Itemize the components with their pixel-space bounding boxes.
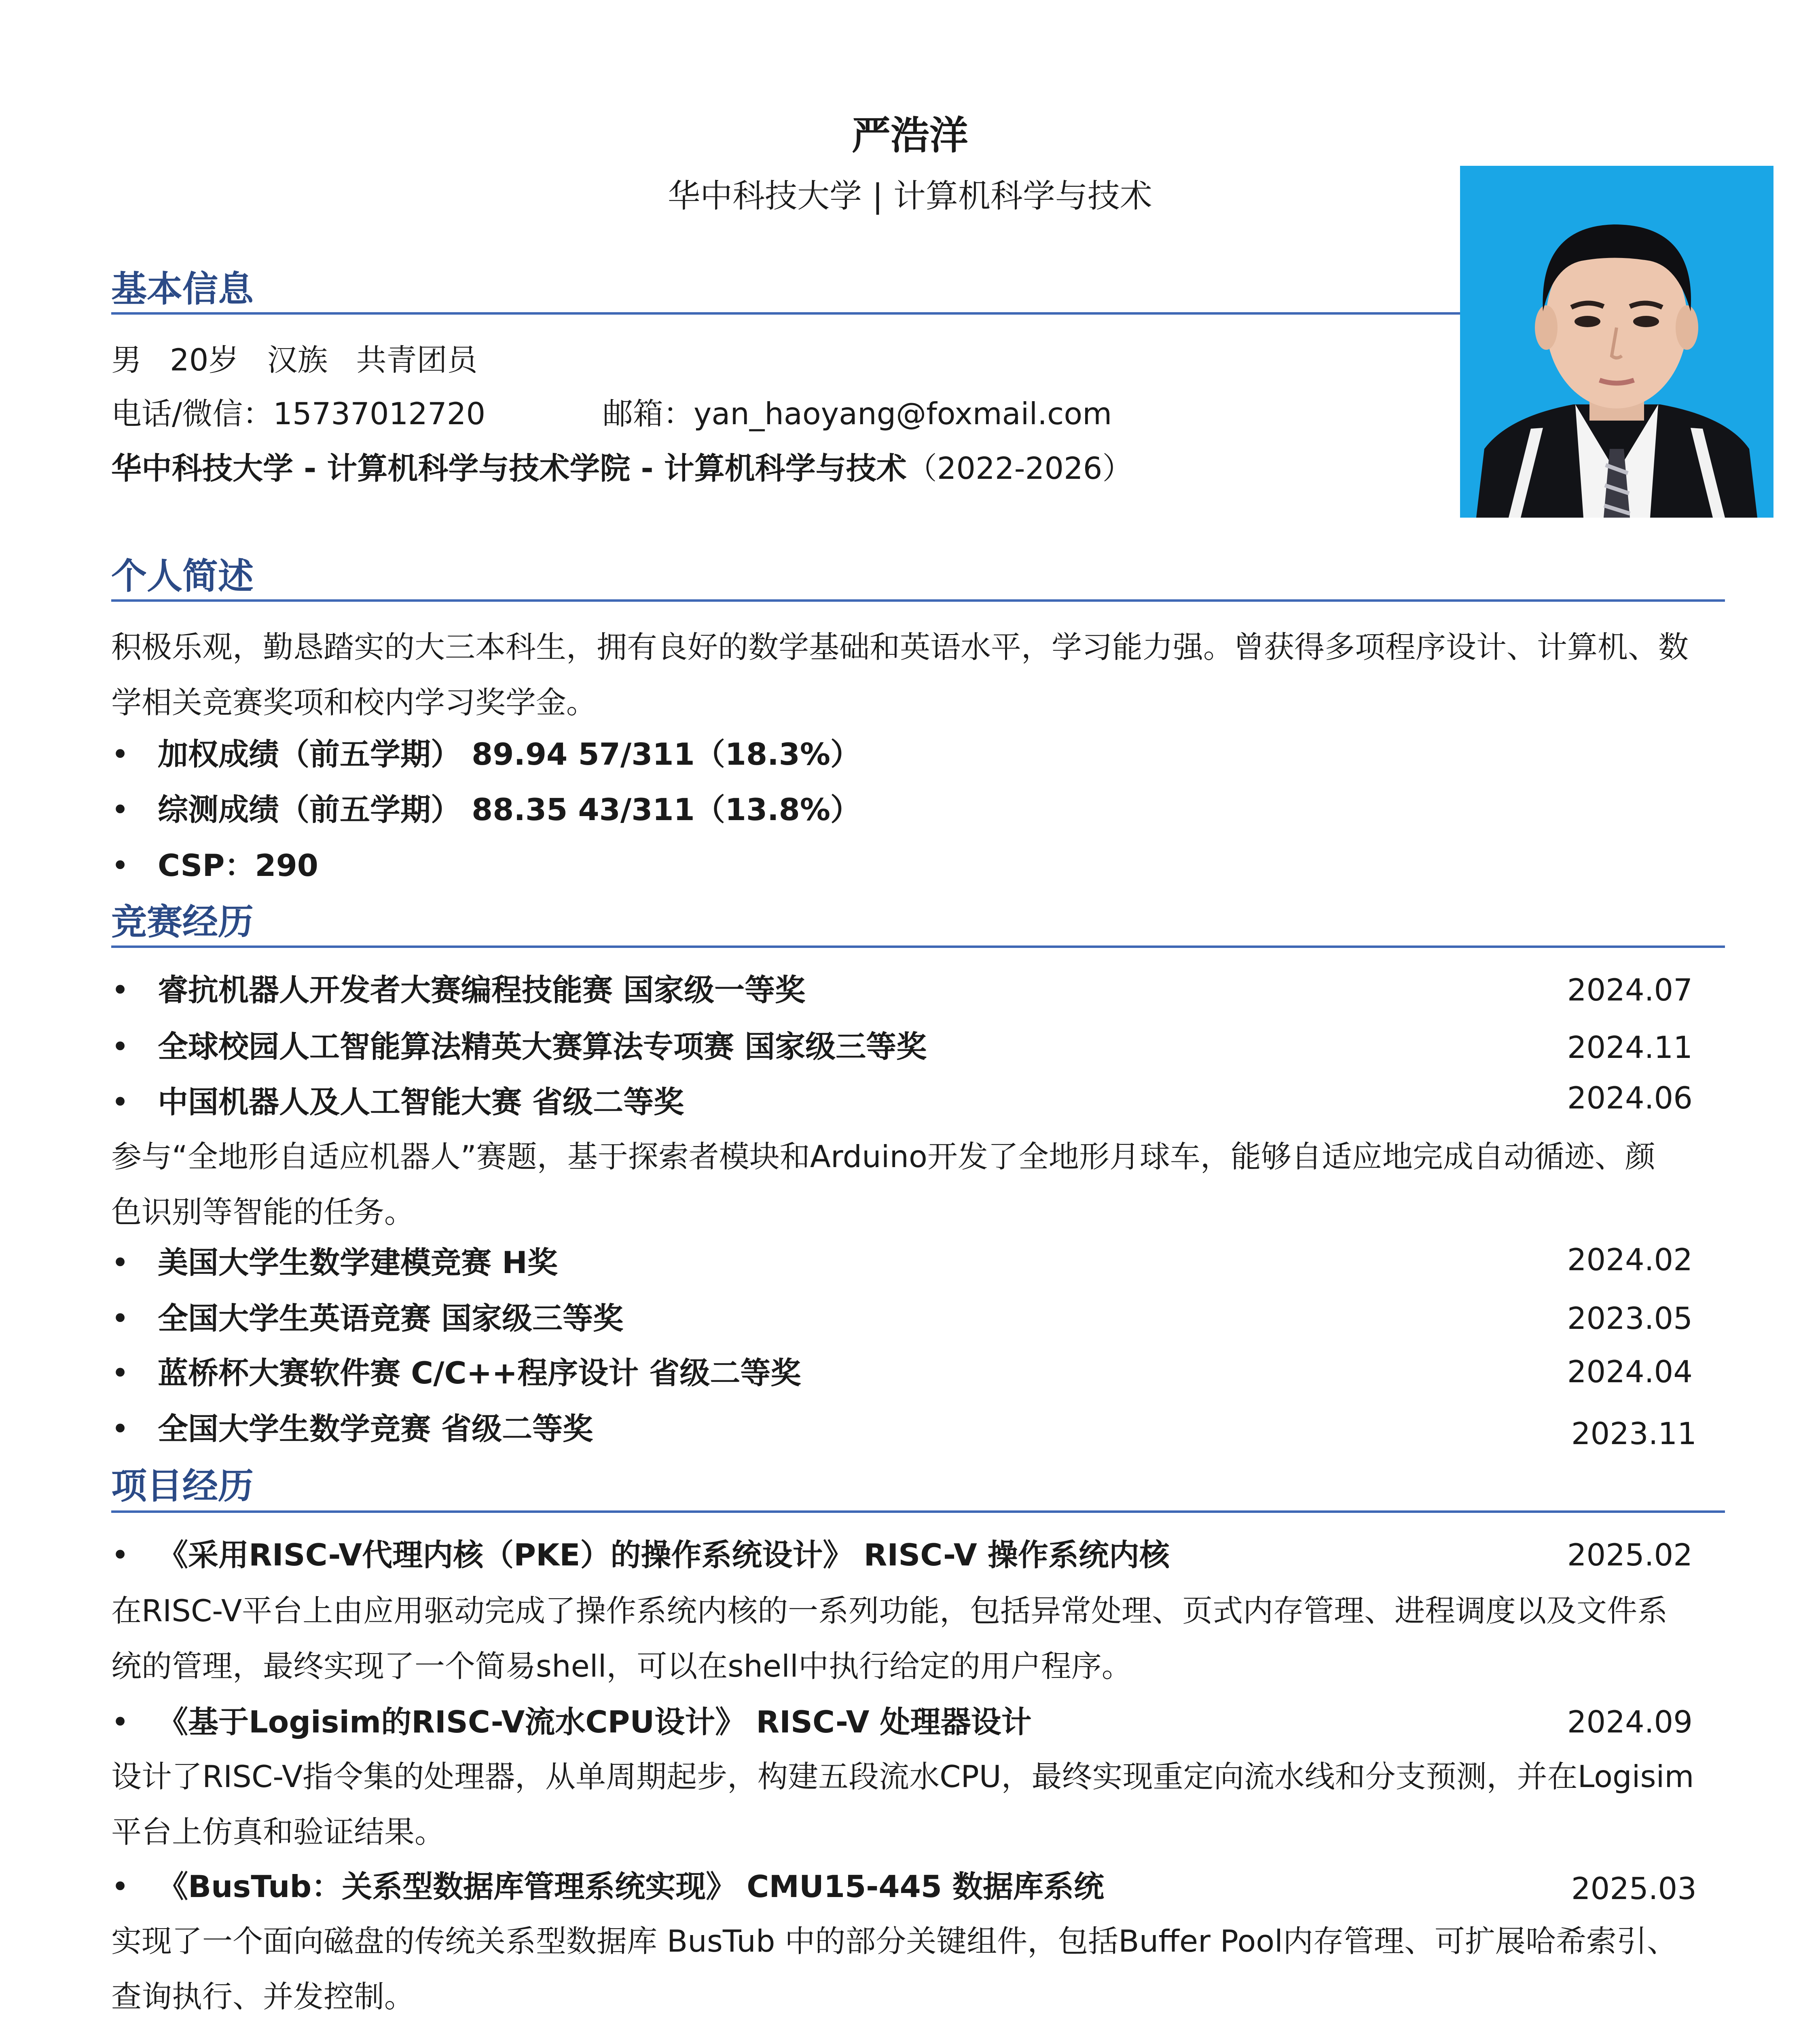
competition-item: • 蓝桥杯大赛软件赛 C/C++程序设计 省级二等奖: [111, 1355, 801, 1391]
project-description: 设计了RISC-V指令集的处理器，从单周期起步，构建五段流水CPU，最终实现重定向流水线和分支预测，并在Logisim 平台上仿真和验证结果。: [111, 1759, 1694, 1850]
competition-date: 2024.02: [1567, 1242, 1693, 1277]
competition-date: 2024.06: [1567, 1080, 1693, 1116]
competition-item: • 全国大学生英语竞赛 国家级三等奖: [111, 1301, 624, 1336]
section-title-competition: 竞赛经历: [111, 901, 254, 943]
education-school: 华中科技大学 - 计算机科学与技术学院 - 计算机科学与技术: [111, 451, 907, 486]
resume-subtitle: 华中科技大学 | 计算机科学与技术: [668, 177, 1152, 215]
competition-item: • 美国大学生数学建模竞赛 H奖: [111, 1245, 558, 1280]
project-item: • 《基于Logisim的RISC-V流水CPU设计》 RISC-V 处理器设计: [111, 1704, 1032, 1740]
list-item: • 综测成绩（前五学期） 88.35 43/311（13.8%）: [111, 792, 861, 827]
ethnicity: 汉族: [267, 342, 328, 378]
competition-date: 2024.11: [1567, 1030, 1693, 1065]
section-title-summary: 个人简述: [111, 555, 254, 597]
political-status: 共青团员: [356, 342, 478, 378]
education-years: （2022-2026）: [906, 451, 1133, 486]
competition-date: 2023.11: [1571, 1416, 1697, 1451]
section-divider: [111, 945, 1725, 948]
section-divider: [111, 599, 1725, 602]
competition-item: • 全球校园人工智能算法精英大赛算法专项赛 国家级三等奖: [111, 1029, 927, 1064]
project-item: • 《采用RISC-V代理内核（PKE）的操作系统设计》 RISC-V 操作系统内核: [111, 1537, 1170, 1573]
email: 邮箱：yan_haoyang@foxmail.com: [603, 396, 1112, 431]
section-divider: [111, 1510, 1725, 1513]
project-date: 2024.09: [1567, 1704, 1693, 1740]
competition-description: 参与“全地形自适应机器人”赛题，基于探索者模块和Arduino开发了全地形月球车，能够自适应地完成自动循迹、颜 色识别等智能的任务。: [111, 1139, 1655, 1230]
project-item: • 《BusTub：关系型数据库管理系统实现》 CMU15-445 数据库系统: [111, 1869, 1105, 1904]
competition-date: 2023.05: [1567, 1301, 1693, 1336]
project-date: 2025.02: [1567, 1537, 1693, 1573]
competition-date: 2024.04: [1567, 1354, 1693, 1390]
project-date: 2025.03: [1571, 1871, 1697, 1906]
list-item: • CSP：290: [111, 848, 318, 883]
basic-info-line: [111, 340, 477, 380]
summary-text: [111, 620, 1709, 730]
project-description: 实现了一个面向磁盘的传统关系型数据库 BusTub 中的部分关键组件，包括Buffer Pool内存管理、可扩展哈希索引、 查询执行、并发控制。: [111, 1923, 1677, 2014]
profile-photo: [1460, 166, 1773, 518]
age: 20岁: [170, 342, 239, 378]
section-title-project: 项目经历: [111, 1465, 254, 1507]
resume-name: 严浩洋: [852, 113, 968, 158]
summary-text-line: 学相关竞赛奖项和校内学习奖学金。: [111, 685, 597, 720]
list-item: • 加权成绩（前五学期） 89.94 57/311（18.3%）: [111, 736, 861, 772]
portrait-illustration: [1460, 166, 1773, 518]
education-line: [111, 448, 1133, 489]
project-description: 在RISC-V平台上由应用驱动完成了操作系统内核的一系列功能，包括异常处理、页式内存管理、进程调度以及文件系 统的管理，最终实现了一个简易shell，可以在shell中执行给定的用户程序。: [111, 1593, 1668, 1684]
competition-item: • 睿抗机器人开发者大赛编程技能赛 国家级一等奖: [111, 972, 806, 1008]
section-divider: [111, 312, 1460, 315]
section-title-basic: 基本信息: [111, 268, 254, 310]
summary-text-line: 积极乐观，勤恳踏实的大三本科生，拥有良好的数学基础和英语水平，学习能力强。曾获得多项程序设计、计算机、数: [111, 629, 1689, 665]
competition-item: • 中国机器人及人工智能大赛 省级二等奖: [111, 1084, 684, 1120]
gender: 男: [111, 342, 142, 378]
competition-item: • 全国大学生数学竞赛 省级二等奖: [111, 1411, 593, 1447]
phone: 电话/微信：15737012720: [111, 396, 486, 431]
competition-date: 2024.07: [1567, 972, 1693, 1008]
